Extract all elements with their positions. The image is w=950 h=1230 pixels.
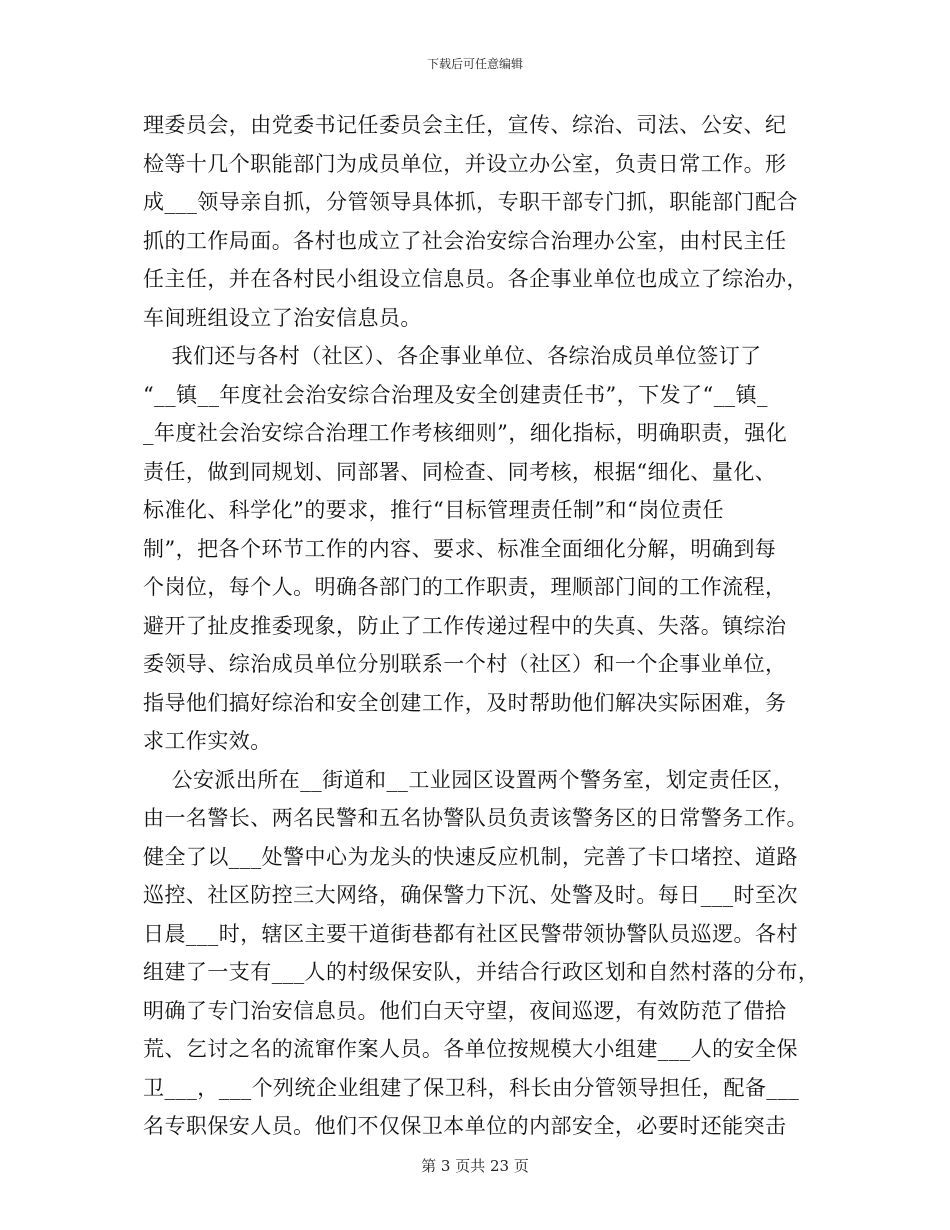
body-text-line: 巡控、社区防控三大网络，确保警力下沉、处警及时。每日___时至次 [143, 883, 798, 907]
page-header-note: 下载后可任意编辑 [426, 57, 523, 71]
body-text-line: 责任，做到同规划、同部署、同检查、同考核，根据“细化、量化、 [143, 459, 777, 484]
body-text-line: 标准化、科学化”的要求，推行“目标管理责任制”和“岗位责任 [143, 498, 724, 522]
body-text-line: 我们还与各村（社区）、各企事业单位、各综治成员单位签订了 [143, 344, 762, 368]
body-text-line: 检等十几个职能部门为成员单位，并设立办公室，负责日常工作。形 [143, 151, 787, 176]
body-text-line: 日晨___时，辖区主要干道街巷都有社区民警带领协警队员巡逻。各村 [143, 921, 798, 946]
body-text-line: 避开了扯皮推委现象，防止了工作传递过程中的失真、失落。镇综治 [143, 613, 787, 638]
body-text-line: “__镇__年度社会治安综合治理及安全创建责任书”，下发了“__镇_ [143, 382, 769, 407]
body-text-line: 由一名警长、两名民警和五名协警队员负责该警务区的日常警务工作。 [143, 806, 808, 830]
body-text-line: 公安派出所在__街道和__工业园区设置两个警务室，划定责任区， [143, 767, 795, 792]
body-text-line: _年度社会治安综合治理工作考核细则”，细化指标，明确职责，强化 [143, 421, 788, 445]
body-text-line: 荒、乞讨之名的流窜作案人员。各单位按规模大小组建___人的安全保 [143, 1037, 798, 1061]
document-body [143, 106, 820, 1146]
body-text-line: 抓的工作局面。各村也成立了社会治安综合治理办公室，由村民主任 [143, 228, 787, 253]
body-text-line: 求工作实效。 [143, 729, 272, 753]
body-text-line: 明确了专门治安信息员。他们白天守望，夜间巡逻，有效防范了借拾 [143, 998, 787, 1023]
body-text-line: 车间班组设立了治安信息员。 [143, 305, 422, 330]
body-text-line: 指导他们搞好综治和安全创建工作，及时帮助他们解决实际困难，务 [143, 690, 787, 715]
body-text-line: 名专职保安人员。他们不仅保卫本单位的内部安全，必要时还能突击 [143, 1114, 787, 1138]
body-text-line: 任主任，并在各村民小组设立信息员。各企事业单位也成立了综治办， [143, 267, 808, 291]
body-text-line: 理委员会，由党委书记任委员会主任，宣传、综治、司法、公安、纪 [143, 113, 787, 137]
body-text-line: 个岗位，每个人。明确各部门的工作职责，理顺部门间的工作流程， [143, 575, 787, 599]
body-text-line: 组建了一支有___人的村级保安队，并结合行政区划和自然村落的分布， [143, 960, 820, 984]
body-text-line: 委领导、综治成员单位分别联系一个村（社区）和一个企事业单位， [143, 652, 787, 676]
body-text-line: 制”，把各个环节工作的内容、要求、标准全面细化分解，明确到每 [143, 536, 777, 561]
body-text-line: 卫___，___个列统企业组建了保卫科，科长由分管领导担任，配备___ [143, 1075, 800, 1100]
page-number: 第 3 页共 23 页 [421, 1157, 529, 1175]
body-text-line: 成___领导亲自抓，分管领导具体抓，专职干部专门抓，职能部门配合 [143, 190, 798, 214]
body-text-line: 健全了以___处警中心为龙头的快速反应机制，完善了卡口堵控、道路 [143, 844, 798, 869]
